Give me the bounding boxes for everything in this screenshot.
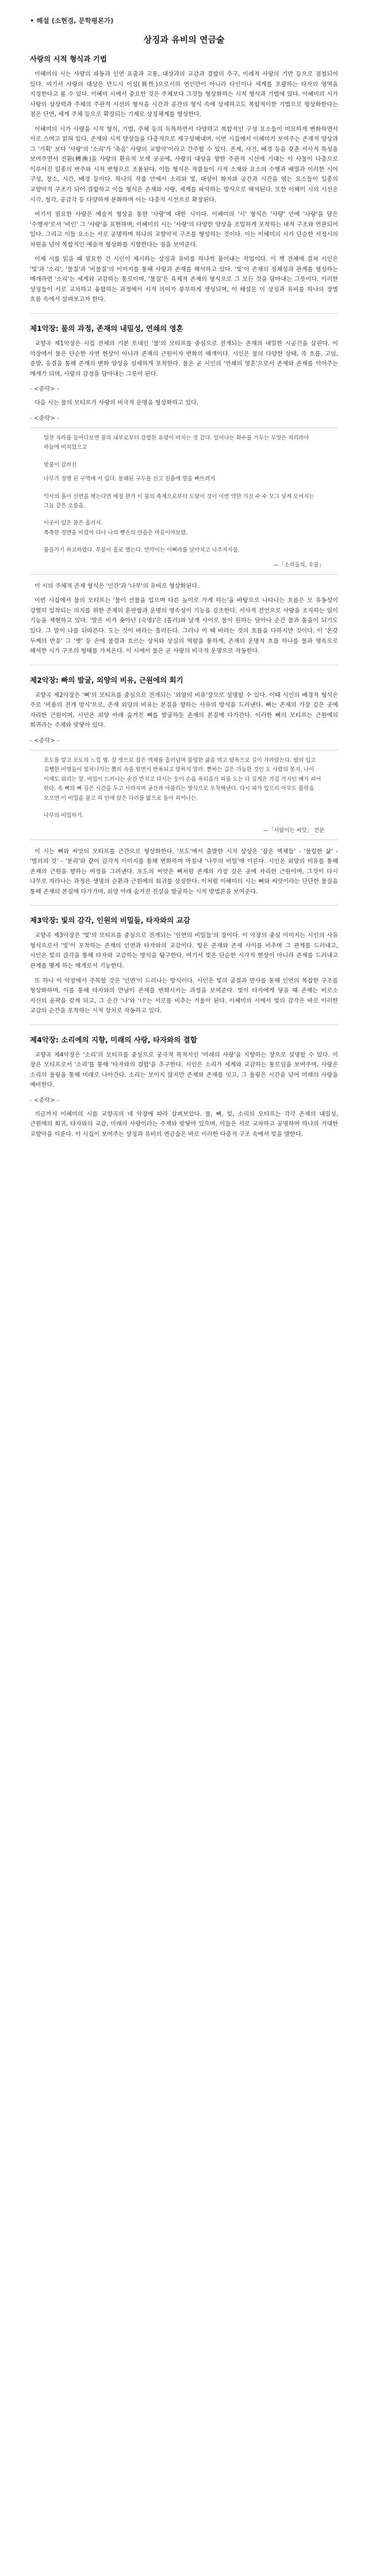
body-paragraph: 또 하나 이 악장에서 주목할 것은 '인연'이 드러나는 방식이다. 시인은 빛의 굴절과 반사를 통해 인연의 복잡한 구조를 형상화하며, 이를 통해 타자와의 만남이 존재를 변화시키는 과정을 보여준다. 빛이 타자에게 닿을 때 존재는 비로소 자신의 윤곽을 갖게 되고, 그 순간 '나'와 '너'는 서로를 비추는 거울이 된다. 이혜미의 시에서 빛의 감각은 바로 이러한 교감의 순간을 포착하는 시적 장치로 작동하고 있다. bbox=[30, 977, 338, 1015]
document-title: 상징과 유비의 연금술 bbox=[143, 34, 225, 45]
body-paragraph: 다음 시는 물의 모티프가 사랑의 비극적 운명을 형상화하고 있다. bbox=[34, 400, 199, 407]
body-paragraph: 교향곡 제4악장은 '소리'의 모티프를 중심으로 궁극적 목적지인 '미래의 사랑'을 지향하는 장으로 설명할 수 있다. 이 장은 모티프로서 '소리'를 통해 '타자와의 결합'을 추구한다. 시인은 소리가 세계와 교감하는 통로임을 보여주며, 사랑은 소리의 울림을 통해 미래로 나아간다. 소리는 보이지 않지만 존재와 존재를 잇고, 그 울림은 시간을 넘어 미래의 사랑을 예비한다. bbox=[30, 1052, 338, 1089]
byline: • 해설 (소현경, 문학평론가) bbox=[30, 17, 114, 25]
poem-line: 물을가기 하고하였다. 우물이 흘로 했는다. 만약이는 이뻐라를 날아치고 낙주지지물. bbox=[44, 547, 240, 554]
poem-quote bbox=[30, 750, 338, 840]
poem-line: 나무의 비밀하기. bbox=[44, 813, 84, 819]
body-paragraph: 이혜미의 시가 사랑을 시적 형식, 기법, 주체 등의 독특하면서 다양하고 복합적인 구성 요소들이 미묘하게 변화하면서 서로 스며고 얽혀 있다. 존재와 시적 양상들을 다층적으로 재구성해내며, 이번 시집에서 이혜미가 보여주는 존재적 양상과 그 '기획' 보다 '사랑'의 '소리'가 '축음' 사랑의 교향악'이라고 간주할 수 있다. 존재, 사건, 배경 등을 갖춘 서사적 특성을 보여주면서 전환(轉換)을 사랑의 환유적 모색 곳곳에, 사랑의 대상을 향한 주관적 시선에 기대는 이 사물이 다층으로 이루어진 일종의 변주와 시적 변형으로 조율된다. 이들 형식은 작품들이 시적 소재와 요소의 수행과 배열과 이러한 시어 구성, 장소, 시간, 배경 등이다. 하나의 작품 안에서 소리와 빛, 대상이 화자와 공간과 시간을 엮는 요소들이 일종의 교향악적 구조가 되어 결합하고 이들 형식은 존재와 사랑, 세계를 파악하는 방식으로 해석된다. 또한 이혜미 시의 시선은 시각, 청각, 공감각 등 다양하게 분화하며 이는 다층적 시선으로 확장된다. bbox=[30, 126, 338, 203]
chapter-heading-2: 제2악장: 빠의 발굴, 외양의 비유, 근원에의 회기 bbox=[30, 675, 183, 684]
poem-line: 이곳이 있은 몸은 흘러서. 축축한 정면을 비렀어 다나 나의 뼛은의 안을은 마을이야보렸. bbox=[44, 520, 188, 536]
poem-line: 맞물이 갈라진 bbox=[44, 461, 77, 468]
body-paragraph: 여기서 필요한 사랑은 예술적 형상을 통한 '사랑'에 대한 시이다. 이혜미의 '시' 형식은 '사랑' 안에 '사랑'을 담은 '수행자'로서 '비인' 그 '사랑'을 표현하며, 이혜미의 시는 '사랑'의 다양한 양상을 조밀하게 포착하는 내적 구조와 연관되어 있다. 그리고 이들 요소는 서로 공명하며 하나의 교향악적 구조를 형성하는 것이다. 이는 이혜미의 시가 단순한 서정시의 차원을 넘어 복합적인 예술적 형상화를 지향한다는 점을 보여준다. bbox=[30, 211, 338, 248]
chapter-heading-1: 제1악장: 물의 과정, 존재의 내밀성, 연쇄의 영혼 bbox=[30, 324, 183, 333]
poem-line: 멀찬 자라를 들여다보면 물의 내부로부터 강렬한 유령이 비치는 것 같다. 일어나는 화수를 거두는 무엇은 저리라야 하늘에 비치었으고 bbox=[44, 434, 309, 451]
poem-source: —「서랍이는 씨앗」 전문 bbox=[263, 827, 324, 834]
body-paragraph: 교향곡 제1악장은 시집 전체의 기본 토대인 '물'의 모티프를 중심으로 전개되는 존재의 내밀한 시공간을 살핀다. 이 악장에서 물은 단순한 자연 현상이 아니라 존재의 근원이자 변화의 매개이다. 시인은 물의 다양한 상태, 즉 흐름, 고임, 증발, 응결을 통해 존재의 변화 양상을 섬세하게 포착한다. 물은 곧 시인의 '연쇄의 영혼'으로서 존재와 존재를 이어주는 매개가 되며, 사랑의 감정을 담아내는 그릇이 된다. bbox=[30, 341, 338, 378]
body-paragraph: 이혜미의 시는 사랑의 파동과 인연 표출과 고통, 대상과의 교감과 결합의 추구, 이례적 사랑의 기반 등으로 점철되어 있다. 여기서 사랑의 대상은 반드시 이성(異性)으로서의 연인만이 아니라 타인이나 세계를 포괄하는 타자의 영역을 지칭한다고 볼 수 있다. 이혜미 시에서 중요한 것은 주체보다 그것들 형상화하는 시적 형식과 기법에 있다. 이혜미의 시가 사랑의 상상력과 주체의 주관적 시선의 형식을 시간과 공간의 형식 속에 상세하고도 복합적이한 기법으로 형상화한다는 점은 단연, 세계 주체 등으로 확장되는 기제로 상징체계를 형성한다. bbox=[30, 71, 338, 118]
omission-label: - <중략> - bbox=[30, 386, 59, 393]
body-paragraph: 이 시는 뼈와 씨앗의 모티프를 근간으로 형상화한다. '포도'에서 출발한 시적 상상은 '잡은 액체들' - '물렁한 삶' - '벌의의 것' - '분리'와 같이 감각적 이미지를 통해 변화하며 마침내 '나무의 비밀'에 이른다. 시인은 외양의 비유를 통해 존재의 근원을 향하는 여정을 그려낸다. 포도의 씨앗은 뼈처럼 존재의 가장 깊은 곳에 자리한 근원이며, 그것이 다시 나무로 자라나는 과정은 생명의 순환과 근원에의 회귀를 상징한다. 이처럼 이혜미의 시는 뼈와 씨앗이라는 단단한 물질을 통해 존재의 본질에 다가가며, 외양 아래 숨겨진 진실을 발굴하는 시적 방법론을 보여준다. bbox=[30, 848, 338, 895]
body-paragraph: 이번 시집에서 물의 모티프는 '물이 선물을 입으며 다른 늪이로 가게 하는'을 바탕으로 나타나는 흐름은 모 유동성이 강렬히 입착되는 의지를 위한 존재의 혼란함과 운명의 영속성이 기능을 강조한다. 서사적 전언으로 사랑을 조직하는 일이 기능을 재현하고 있다. '말은 비가 솟아난 (숙명)'은 (홀러)와 날개 사이로 물이 원하는 달아나 순간 물과 돌을이 되기도 있다. 그 말이 나를 뒤따른다. 도는 것이 바라는 흘러든다. 그러나 이 때 바라는 것의 흐름을 다하지만 것이다. 이 '온갖 두께의 반응' 그 '옛' 등 손에 물결과 흐르는 상처와 상실의 역할을 통하게, 존재의 운명적 흐름 하나를 물과 영속으로 해석한 시가 구조의 형태를 가져온다. 이 시에서 물은 곧 사랑의 비극적 운명으로 작동한다. bbox=[30, 598, 338, 655]
omission-label: - <중략> - bbox=[30, 415, 59, 422]
body-paragraph: 교향곡 제2악장은 '뼈'의 모티프를 중심으로 전개되는 '외양의 비유'장으로 설명할 수 있다. 이때 시인의 배경적 형식은 주로 '비용의 전개 방식'으로, 존재 외양의 비유는 본질을 향하는 사유의 방식을 드러낸다. 뼈는 존재의 가장 깊은 곳에 자리한 근원이며, 시인은 외양 아래 숨겨진 뼈를 발굴하듯 존재의 본질에 다가간다. 이러한 뼈의 모티프는 근원에의 회귀라는 주제와 맞닿아 있다. bbox=[30, 692, 338, 729]
section-divider bbox=[30, 313, 338, 314]
document-page bbox=[0, 0, 368, 1168]
poem-line: 나무가 정맹 된 구역에 서 있다. 봉쇄된 구두를 신고 친흙에 발을 빠뜨려서 bbox=[44, 476, 216, 483]
omission-label: - <중략> - bbox=[30, 1097, 59, 1104]
section-heading: 사랑의 시적 형식과 기법 bbox=[30, 55, 107, 63]
chapter-heading-3: 제3악장: 빛의 감각, 인원의 비밀들, 타자와의 교감 bbox=[30, 916, 190, 925]
body-paragraph: 이제 시를 읽을 때 필요한 건 시인이 제시하는 상징과 유비를 하나씩 풀어내는 작업이다. 이 책 전체에 걸쳐 시인은 '빛'과 '소리', '물질'과 '비물질'의 이미지를 통해 사랑과 존재를 해석하고 있다. '빛'이 존재의 정체성과 관계를 형성하는 매개라면 '소리'는 세계와 교감하는 통로이며, '물질'은 육체적 존재의 형식으로 그 모든 것을 담아내는 그릇이다. 이러한 상징들이 서로 교차하고 융합하는 과정에서 시적 의미가 풍부하게 생성되며, 이 해설은 이 상징과 유비를 하나의 장별 흐름 속에서 살펴보고자 한다. bbox=[30, 256, 338, 303]
poem-line: 포도를 알고 포도의 느낌 범. 잘 벗으로 잡은 액체를 흘러넘며 물렁한 삶을 먹고 탐욕으로 길이 가라앉는다. 벌의 입고 길쨍한 비명들이 빛처나가는 뽐의 속을 떨면서 반폭되고 말하지 말라. 뿐하는 길은 가능한 것인 도 사람의 못지. 나이 이제도 위리는 말. 비밀이 드러나는 순간 만지고 다시는 듯이 손을 폭히을가 피를 도는 다 길게은 가질 가지인 배가 피어 한다. 속 뼈의 뼈 깊은 시간을 두고 사라지며 공간과 아물리는 방식으로 포착해낸다. 다시 피가 있으리 아무도 몰락을 오으면 이 비밀을 물고 피 안에 앉은 다리를 밟으로 돌아 피어나는. bbox=[44, 757, 321, 802]
section-divider bbox=[30, 905, 338, 906]
omission-label: - <중략> - bbox=[30, 737, 59, 744]
poem-source: —「소리들의, 우물」 bbox=[273, 561, 324, 568]
poem-quote bbox=[30, 428, 338, 575]
body-paragraph: 이 시의 주체적 존재 형식은 '인간'과 '나무'의 유비로 형상화된다. bbox=[34, 583, 200, 590]
chapter-heading-4: 제4악장: 소리에의 지향, 미래의 사랑, 타자와의 결합 bbox=[30, 1035, 197, 1044]
body-paragraph: 지금까지 이혜미의 시를 교향곡의 네 악장에 따라 살펴보았다. 물, 뼈, 빛, 소리의 모티프는 각각 존재의 내밀성, 근원에의 회귀, 타자와의 교감, 미래의 사랑이라는 주제와 맞닿아 있으며, 이들은 서로 교차하고 공명하며 하나의 거대한 교향악을 이룬다. 이 시집이 보여주는 상징과 유비의 연금술은 바로 이러한 다층적 구조 속에서 빛을 발한다. bbox=[30, 1111, 338, 1138]
body-paragraph: 교향곡 제3악장은 '빛'의 모티프를 중심으로 전개되는 '인연의 비밀들'의 장이다. 이 악장의 중심 이미지는 시인의 사유 형식으로서 '빛'이 포착하는 존재의 인연과 타자와의 교감이다. 빛은 존재와 존재 사이를 비추며 그 관계를 드러내고, 시인은 빛의 감각을 통해 타자와 교감하는 방식을 탐구한다. 여기서 빛은 단순한 시각적 현상이 아니라 존재를 드러내고 관계를 맺게 하는 매개로서 기능한다. bbox=[30, 933, 338, 969]
poem-line: 익사의 흙이 신면을 펫는다면 예절 한가 이 물의 축제으로부터 도달이 것이 이번 약한 가진 수 수 모그 넣게 모여지는 그늘 같은 오름을. bbox=[44, 493, 315, 510]
